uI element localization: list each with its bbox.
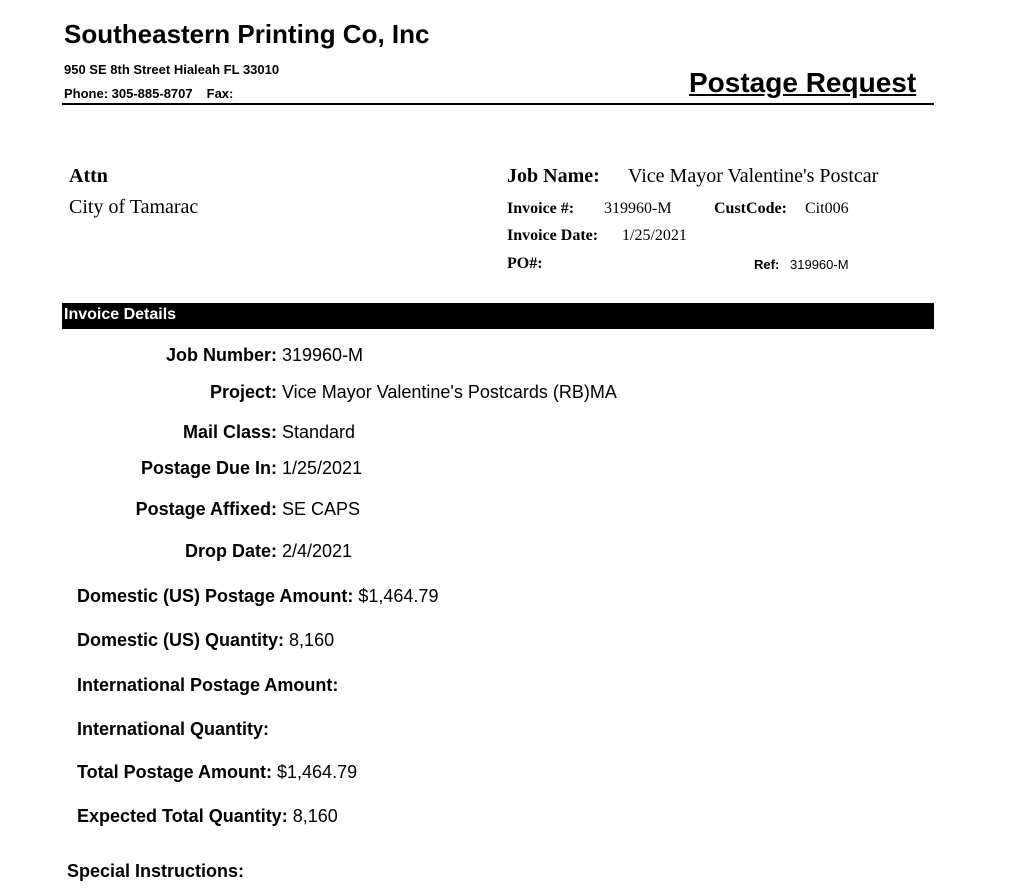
po-label: PO#: — [507, 255, 543, 272]
mail-class-value: Standard — [282, 422, 356, 442]
invoice-date-label: Invoice Date: — [507, 227, 599, 244]
postage-due-in-label: Postage Due In: — [140, 458, 277, 478]
company-contact — [64, 86, 233, 101]
domestic-quantity-value: 8,160 — [289, 630, 335, 650]
domestic-quantity-label: Domestic (US) Quantity: 8,160 — [77, 630, 335, 650]
special-instructions-label: Special Instructions: — [67, 861, 245, 881]
postage-affixed-value: SE CAPS — [282, 499, 361, 519]
expected-total-quantity-label: Expected Total Quantity: 8,160 — [77, 806, 338, 826]
company-name: Southeastern Printing Co, Inc — [64, 19, 430, 49]
invoice-number-label: Invoice #: — [507, 200, 575, 217]
invoice-date-value: 1/25/2021 — [622, 227, 687, 244]
postage-due-in-value: 1/25/2021 — [282, 458, 363, 478]
job-name-value: Vice Mayor Valentine's Postcar — [628, 165, 879, 187]
international-postage-amount-label: International Postage Amount: — [77, 675, 339, 695]
custcode-value: Cit006 — [805, 200, 849, 217]
job-number-label: Job Number: — [165, 345, 277, 365]
postage-affixed-label: Postage Affixed: — [135, 499, 277, 519]
domestic-postage-amount-label: Domestic (US) Postage Amount: $1,464.79 — [77, 586, 439, 606]
project-value: Vice Mayor Valentine's Postcards (RB)MA — [282, 382, 617, 402]
domestic-postage-amount-value: $1,464.79 — [358, 586, 439, 606]
drop-date-label: Drop Date: — [184, 541, 277, 561]
custcode-label: CustCode: — [714, 200, 787, 217]
invoice-number-value: 319960-M — [604, 200, 672, 217]
ref-value: 319960-M — [790, 257, 849, 272]
attn-value: City of Tamarac — [69, 196, 199, 218]
total-postage-amount-label: Total Postage Amount: $1,464.79 — [77, 762, 358, 782]
attn-label: Attn — [69, 165, 108, 187]
company-fax: Fax: — [206, 86, 234, 101]
section-header-bar — [62, 303, 934, 329]
project-label: Project: — [209, 382, 277, 402]
international-quantity-label: International Quantity: — [77, 719, 270, 739]
mail-class-label: Mail Class: — [182, 422, 277, 442]
expected-total-quantity-value: 8,160 — [292, 806, 338, 826]
header-divider — [62, 103, 934, 105]
ref-label: Ref: — [754, 257, 780, 272]
section-title: Invoice Details — [64, 306, 177, 323]
drop-date-value: 2/4/2021 — [282, 541, 353, 561]
job-number-value: 319960-M — [282, 345, 364, 365]
company-phone: Phone: 305-885-8707 — [64, 86, 193, 101]
job-name-label: Job Name: — [507, 165, 600, 187]
company-address: 950 SE 8th Street Hialeah FL 33010 — [64, 62, 280, 77]
document-title: Postage Request — [689, 67, 917, 98]
total-postage-amount-value: $1,464.79 — [277, 762, 358, 782]
